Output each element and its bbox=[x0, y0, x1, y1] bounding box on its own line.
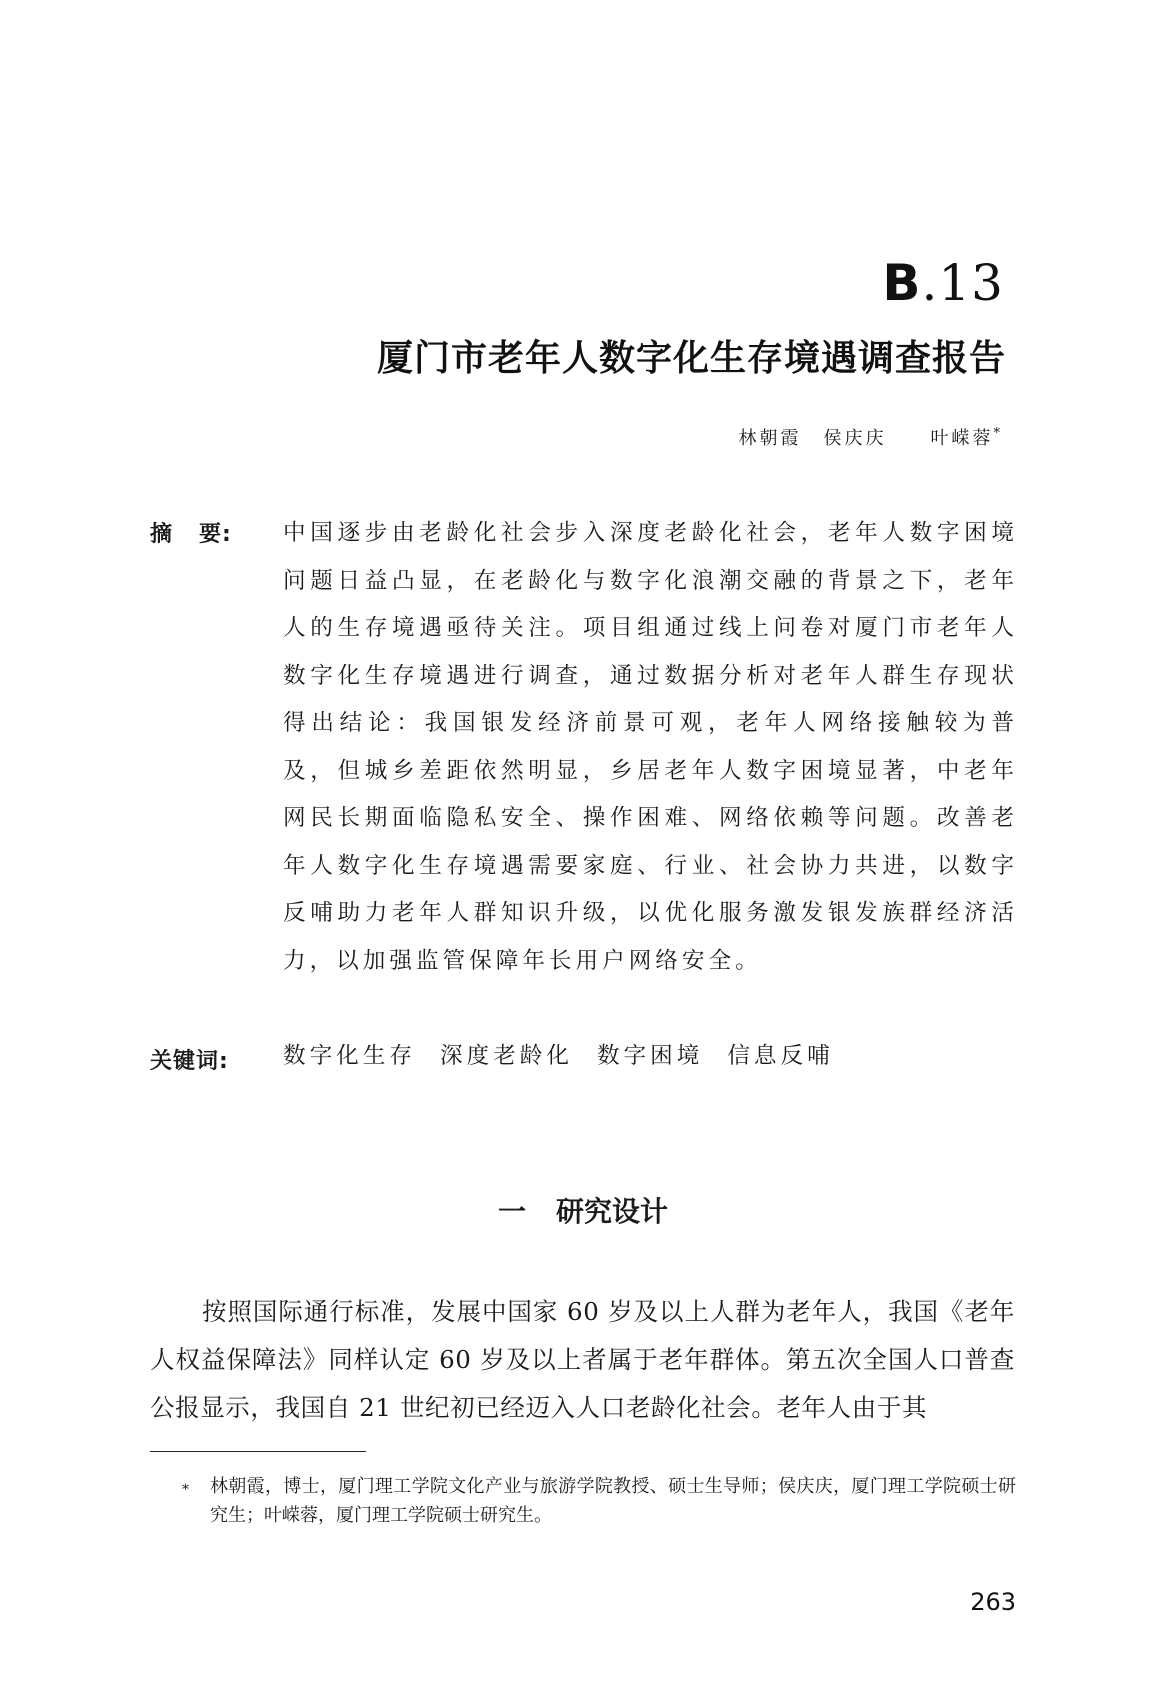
keyword: 数字化生存 bbox=[283, 1043, 416, 1069]
footnote bbox=[182, 1472, 1016, 1530]
page-number: 263 bbox=[970, 1588, 1016, 1616]
keywords-list bbox=[283, 1038, 858, 1070]
keyword: 信息反哺 bbox=[727, 1043, 834, 1069]
keywords-label: 关键词: bbox=[150, 1049, 229, 1074]
abstract-label-part2: 要: bbox=[199, 522, 232, 547]
keyword: 深度老龄化 bbox=[439, 1043, 573, 1069]
author-name-text: 叶嵘蓉 bbox=[930, 428, 994, 449]
report-number bbox=[882, 254, 1004, 312]
report-number-prefix: B bbox=[882, 254, 922, 312]
footnote-mark: * bbox=[182, 1482, 189, 1498]
body-paragraph: 按照国际通行标准，发展中国家 60 岁及以上人群为老年人，我国《老年人权益保障法》同样认定 60 岁及以上者属于老年群体。第五次全国人口普查公报显示，我国自 21 世纪初已经迈入人口老龄化社会。老年人由于其 bbox=[150, 1297, 1015, 1422]
keyword: 数字困境 bbox=[596, 1043, 704, 1069]
author-name bbox=[909, 428, 1001, 449]
abstract-label-part1: 摘 bbox=[150, 522, 174, 547]
footnote-divider bbox=[150, 1451, 366, 1452]
report-number-value: .13 bbox=[921, 254, 1004, 312]
author-footnote-mark: * bbox=[993, 426, 1000, 441]
report-title: 厦门市老年人数字化生存境遇调查报告 bbox=[376, 338, 1006, 379]
footnote-text: 林朝霞，博士，厦门理工学院文化产业与旅游学院教授、硕士生导师；侯庆庆，厦门理工学院硕士研究生；叶嵘蓉，厦门理工学院硕士研究生。 bbox=[210, 1476, 1016, 1526]
abstract-label bbox=[150, 517, 232, 548]
author-name: 侯庆庆 bbox=[823, 428, 887, 449]
section-title: 研究设计 bbox=[556, 1195, 669, 1228]
author-name: 林朝霞 bbox=[738, 428, 802, 449]
section-heading bbox=[0, 1190, 1166, 1230]
author-line bbox=[717, 424, 1001, 450]
abstract-text: 中国逐步由老龄化社会步入深度老龄化社会，老年人数字困境问题日益凸显，在老龄化与数字化浪潮交融的背景之下，老年人的生存境遇亟待关注。项目组通过线上问卷对厦门市老年人数字化生存境遇进行调查，通过数据分析对老年人群生存现状得出结论：我国银发经济前景可观，老年人网络接触较为普及，但城乡差距依然明显，乡居老年人数字困境显著，中老年网民长期面临隐私安全、操作困难、网络依赖等问题。改善老年人数字化生存境遇需要家庭、行业、社会协力共进，以数字反哺助力老年人群知识升级，以优化服务激发银发族群经济活力，以加强监管保障年长用户网络安全。 bbox=[283, 520, 1018, 974]
section-number: 一 bbox=[497, 1195, 526, 1228]
